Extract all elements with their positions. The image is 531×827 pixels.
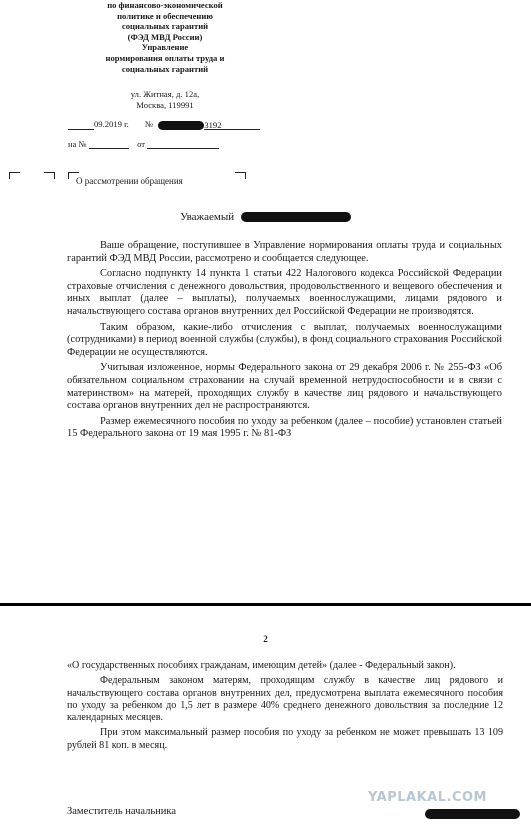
corner-mark (235, 172, 246, 179)
org-line: Управление (141, 42, 189, 53)
org-line: нормирования оплаты труда и (105, 52, 225, 63)
redacted-name (241, 212, 351, 222)
letter-date: 09.2019 г. (94, 119, 129, 129)
page-number: 2 (263, 634, 268, 644)
paragraph: Учитывая изложенное, нормы Федерального закона от 29 декабря 2006 г. № 255-ФЗ «Об обязательном социальном страховании на случай временной нетрудоспособности и в связи с материнством» на матерей, проходящих службу в качестве лиц рядового и начальствующего состава органов внутренних дел не распространяются. (67, 362, 502, 412)
redacted-signature (425, 809, 520, 819)
paragraph: Ваше обращение, поступившее в Управление нормирования оплаты труда и социальных гарантий ФЭД МВД России, рассмотрено и сообщается следующее. (67, 240, 502, 264)
watermark: YAPLAKAL.COM (368, 790, 487, 805)
corner-mark (44, 172, 55, 179)
redaction-mark (158, 121, 204, 130)
address-line: ул. Житная, д. 12а, (130, 89, 200, 99)
number-prefix: № (144, 119, 154, 129)
paragraph: Федеральным законом матерям, проходящим службу в качестве лиц рядового и начальствующего состава органов внутренних дел, предусмотрена выплата ежемесячного пособия по уходу за ребенком до 1,5 лет в размере 40% среднего денежного довольствия за последние 12 календарных месяцев. (67, 675, 503, 724)
greeting-word: Уважаемый (180, 211, 235, 223)
letter-body-page1 (67, 240, 502, 441)
letter-number: 3192 (204, 120, 234, 130)
paragraph: Размер ежемесячного пособия по уходу за ребенком (далее – пособие) установлен статьей 15 Федерального закона от 19 мая 1995 г. № 81-ФЗ (67, 415, 502, 440)
signature-title: Заместитель начальника (67, 806, 177, 817)
paragraph: Таким образом, какие-либо отчисления с выплат, получаемых военнослужащими (сотрудниками) в период военной службы (службы), в фонд социального страхования Российской Федерации не осуществляются. (67, 321, 502, 358)
org-line: социальных гарантий (121, 63, 209, 74)
date-number-line (68, 119, 260, 130)
paragraph: «О государственных пособиях гражданам, имеющим детей» (далее - Федеральный закон). (67, 660, 456, 671)
paragraph: Согласно подпункту 14 пункта 1 статьи 422 Налогового кодекса Российской Федерации страховые отчисления с денежного довольствия, продовольственного и вещевого обеспечения и иных выплат (далее – выплаты), получаемых военнослужащими, лицами рядового и начальствующего состава органов внутренних дел Российской Федерации не производятся. (67, 268, 502, 317)
paragraph: При этом максимальный размер пособия по уходу за ребенком не может превышать 13 109 рублей 81 коп. в месяц. (67, 727, 503, 751)
org-line: (ФЭД МВД России) (127, 31, 203, 42)
org-line: политике и обеспечению (117, 10, 213, 21)
greeting (0, 211, 531, 223)
corner-mark (9, 172, 20, 179)
ref-from: от (137, 139, 146, 149)
address (60, 89, 270, 110)
page-divider (0, 603, 531, 606)
subject-line: О рассмотрении обращения (76, 176, 183, 186)
org-line: социальных гарантий (121, 21, 209, 32)
org-line: по финансово-экономической (107, 0, 223, 10)
org-header (60, 0, 270, 74)
letter-body-page2 (67, 660, 503, 752)
ref-prefix: на № (68, 139, 87, 149)
address-line: Москва, 119991 (136, 99, 194, 110)
reference-line (68, 139, 219, 149)
